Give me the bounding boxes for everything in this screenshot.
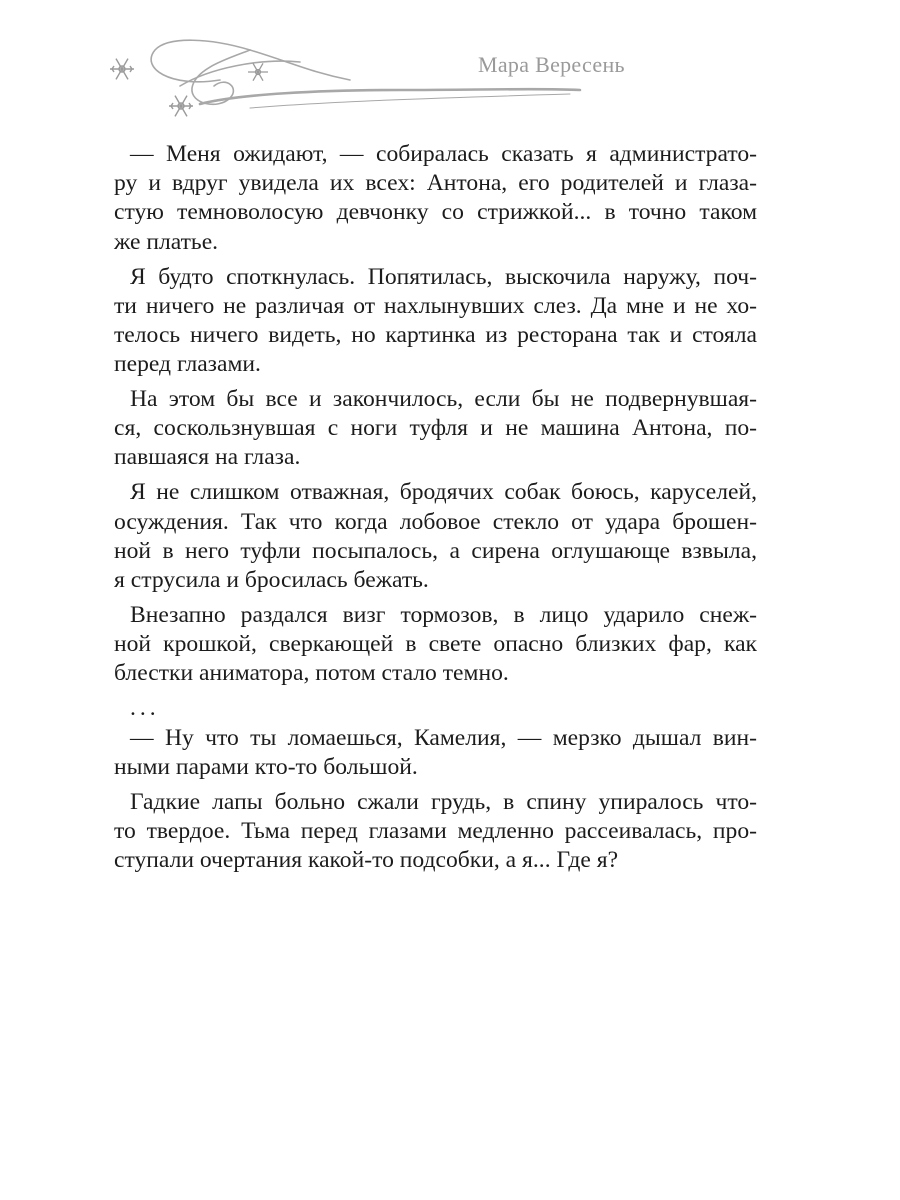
paragraph xyxy=(114,601,757,689)
text-line: ной крошкой, сверкающей в свете опасно близких фар, как xyxy=(114,631,757,658)
paragraph xyxy=(114,385,757,473)
text-line: Я не слишком отважная, бродячих собак боюсь, каруселей, xyxy=(130,479,757,506)
snowflake-icon xyxy=(110,59,134,80)
text-line: Я будто споткнулась. Попятилась, выскочила наружу, поч- xyxy=(130,263,757,290)
text-line: блестки аниматора, потом стало темно. xyxy=(114,660,509,687)
paragraph xyxy=(114,788,757,876)
text-line: же платье. xyxy=(114,228,219,255)
flourish-swirl xyxy=(151,40,350,82)
text-line: ся, соскользнувшая с ноги туфля и не машина Антона, по- xyxy=(114,415,757,442)
text-line: Гадкие лапы больно сжали грудь, в спину упиралось что- xyxy=(130,788,757,815)
paragraph xyxy=(114,140,757,257)
text-line: Внезапно раздался визг тормозов, в лицо ударило снеж- xyxy=(130,602,757,628)
text-line: ру и вдруг увидела их всех: Антона, его родителей и глаза- xyxy=(114,170,757,197)
text-line: павшаяся на глаза. xyxy=(114,444,301,471)
paragraph xyxy=(114,263,757,380)
text-line: телось ничего видеть, но картинка из ресторана так и стояла xyxy=(114,321,757,348)
paragraph xyxy=(114,478,757,595)
text-line: На этом бы все и закончилось, если бы не подвернувшая- xyxy=(130,386,757,413)
text-line: то твердое. Тьма перед глазами медленно рассеивалась, про- xyxy=(114,817,757,844)
text-line: ными парами кто-то большой. xyxy=(114,753,418,780)
snowflake-icon xyxy=(169,96,193,117)
paragraph xyxy=(114,724,757,782)
text-line: перед глазами. xyxy=(114,351,261,378)
text-line: ной в него туфли посыпалось, а сирена оглушающе взвыла, xyxy=(114,537,757,564)
header-ornament xyxy=(100,28,600,128)
snowflake-icon xyxy=(248,63,268,80)
text-line: стую темноволосую девчонку со стрижкой... в точно таком xyxy=(114,199,757,226)
page-body xyxy=(114,140,757,875)
text-line: ступали очертания какой-то подсобки, а я... Где я? xyxy=(114,847,619,874)
text-line: — Ну что ты ломаешься, Камелия, — мерзко дышал вин- xyxy=(130,724,757,751)
text-line: — Меня ожидают, — собиралась сказать я администрато- xyxy=(130,141,757,167)
running-head: Мара Вересень xyxy=(478,52,625,77)
text-line: осуждения. Так что когда лобовое стекло от удара брошен- xyxy=(114,508,757,535)
text-line: ти ничего не различая от нахлынувших слез. Да мне и не хо- xyxy=(114,292,757,319)
text-line: я струсила и бросилась бежать. xyxy=(114,567,429,594)
scene-separator: ... xyxy=(130,695,160,722)
